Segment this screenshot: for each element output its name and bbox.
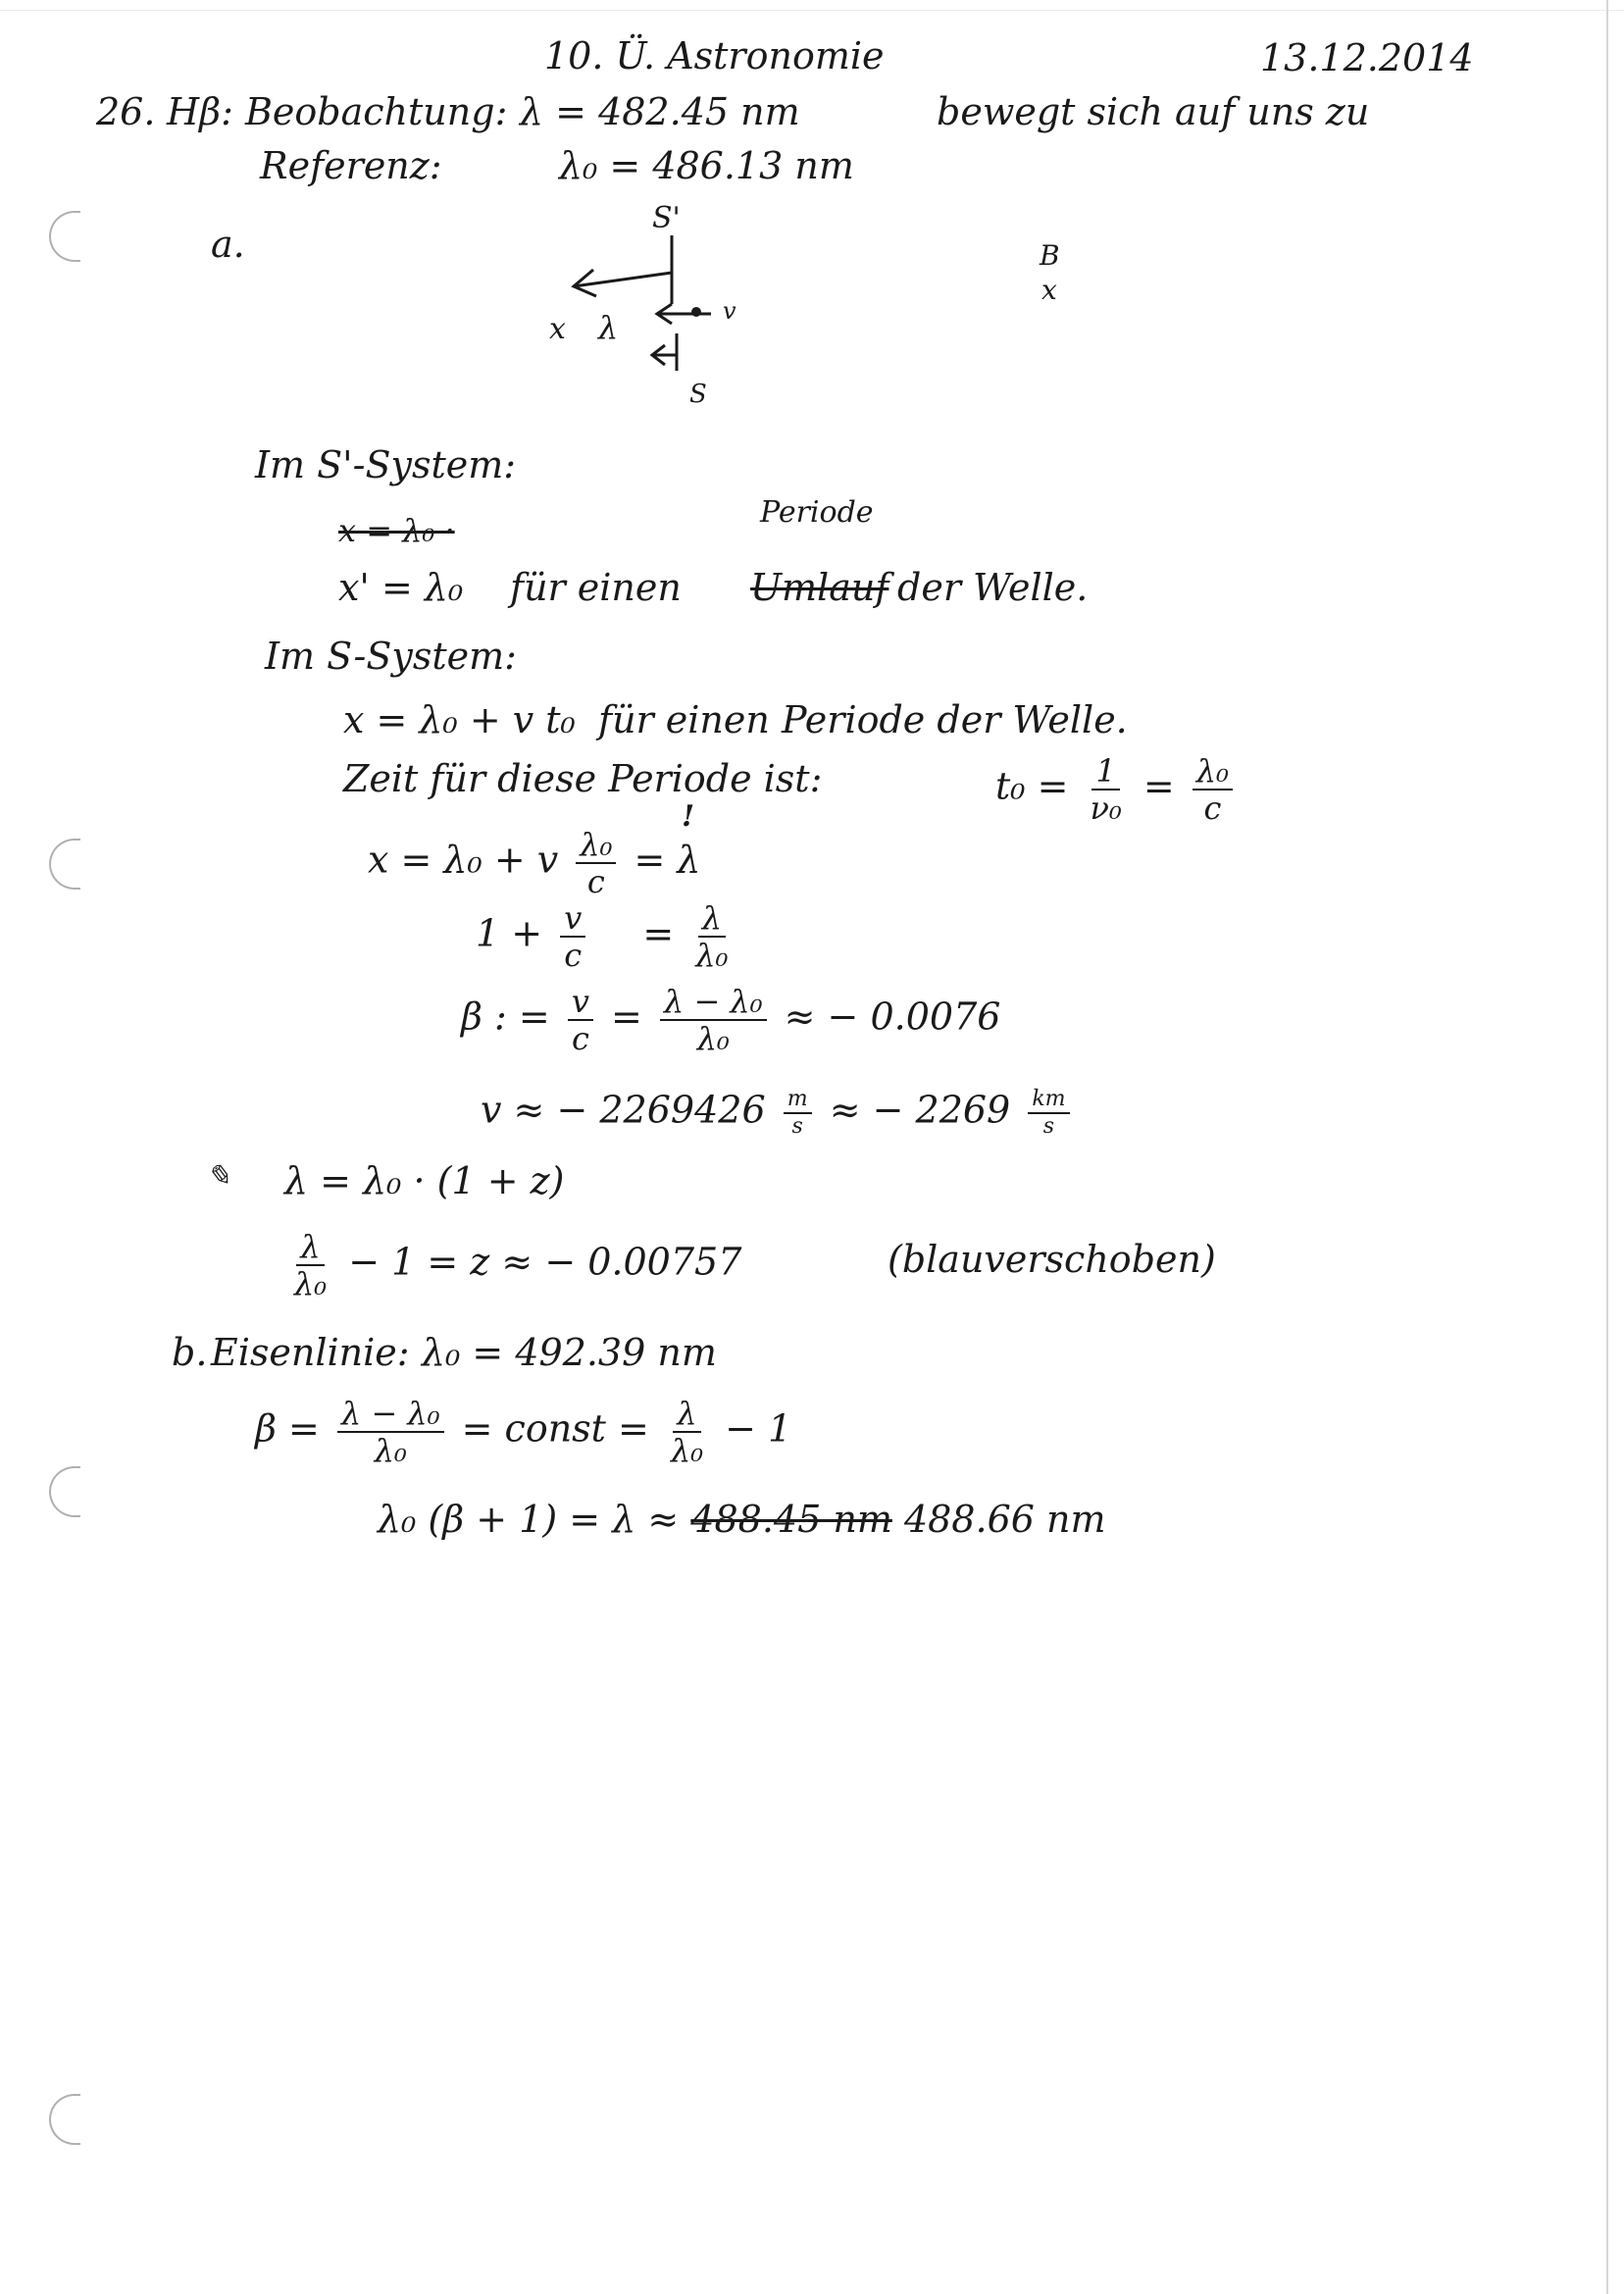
- blueshift-note: (blauverschoben): [888, 1238, 1216, 1281]
- equation-2: 1 + $\frac{v}{c}$ = $\frac{\lambda}{\text{λ₀}}$: [476, 899, 729, 974]
- iron-line-value: λ₀ = 492.39 nm: [422, 1331, 717, 1374]
- equation-4: v ≈ − 2269426 $\frac{m}{s}$ ≈ − 2269 $\frac{km}{s}$: [481, 1089, 1076, 1138]
- s-prime-text: für einen: [510, 566, 682, 609]
- result-equation: λ₀ (β + 1) = λ ≈ 488.45 nm 488.66 nm: [378, 1498, 1106, 1541]
- punch-hole: [49, 1466, 80, 1517]
- x-label: x: [549, 312, 566, 346]
- s-text: für einen Periode der Welle.: [598, 698, 1128, 741]
- iron-line-label: Eisenlinie:: [211, 1331, 410, 1374]
- frames-diagram: [530, 196, 1079, 422]
- task-line: Hβ:: [167, 90, 233, 133]
- b-x-label: x: [1041, 274, 1057, 306]
- lambda-label: λ: [598, 309, 619, 346]
- equation-5: λ = λ₀ · (1 + z): [284, 1159, 565, 1202]
- s-prime-struck: x = λ₀ ·: [338, 512, 455, 549]
- s-prime-correction: Periode: [760, 495, 874, 530]
- equation-1-mark: !: [682, 799, 695, 834]
- equation-6: $\frac{\lambda}{\text{λ₀}}$ − 1 = z ≈ − 0.00757: [294, 1228, 742, 1302]
- beta-equation: β = $\frac{\text{λ − λ₀}}{\text{λ₀}}$ = const = $\frac{\lambda}{\text{λ₀}}$ − 1: [255, 1395, 792, 1469]
- observation-note: bewegt sich auf uns zu: [937, 90, 1370, 133]
- result-struck: 488.45 nm: [690, 1498, 892, 1541]
- time-equation: t₀ = $\frac{1}{\text{ν₀}}$ = $\frac{\text{λ₀}}{c}$: [995, 755, 1239, 824]
- page-edge: [1606, 0, 1608, 2294]
- s-prime-label: S': [652, 201, 681, 235]
- punch-hole: [49, 839, 80, 890]
- page-top-rule: [0, 10, 1624, 11]
- s-heading: Im S-System:: [265, 635, 517, 678]
- part-b-label: b.: [172, 1331, 208, 1374]
- s-label: S: [689, 380, 707, 409]
- observation-value: λ = 482.45 nm: [520, 90, 800, 133]
- v-label: v: [723, 297, 736, 325]
- reference-label: Referenz:: [260, 144, 442, 187]
- part-a-label: a.: [211, 223, 245, 266]
- s-prime-struck-word: Umlauf: [750, 566, 889, 609]
- page-date: 13.12.2014: [1260, 36, 1474, 79]
- s-prime-heading: Im S'-System:: [255, 443, 517, 486]
- page-title: 10. Ü. Astronomie: [544, 34, 885, 77]
- observation-label: Beobachtung:: [245, 90, 508, 133]
- time-text: Zeit für diese Periode ist:: [343, 757, 823, 800]
- b-label: B: [1040, 239, 1060, 272]
- equation-3: β : = $\frac{v}{c}$ = $\frac{\text{λ − λ₀}}{\text{λ₀}}$ ≈ − 0.0076: [461, 983, 1001, 1057]
- punch-hole: [49, 2094, 80, 2145]
- reference-value: λ₀ = 486.13 nm: [559, 144, 854, 187]
- punch-hole: [49, 211, 80, 262]
- s-prime-eq: x' = λ₀: [338, 566, 464, 609]
- s-eq: x = λ₀ + v t₀: [343, 698, 576, 741]
- result-value: 488.66 nm: [903, 1498, 1106, 1541]
- scribble-mark: ✎: [206, 1159, 231, 1194]
- equation-1: x = λ₀ + v $\frac{\text{λ₀}}{c}$ = λ: [368, 826, 701, 900]
- task-number: 26.: [96, 90, 156, 133]
- s-prime-tail: der Welle.: [897, 566, 1089, 609]
- source-dot: [691, 307, 701, 317]
